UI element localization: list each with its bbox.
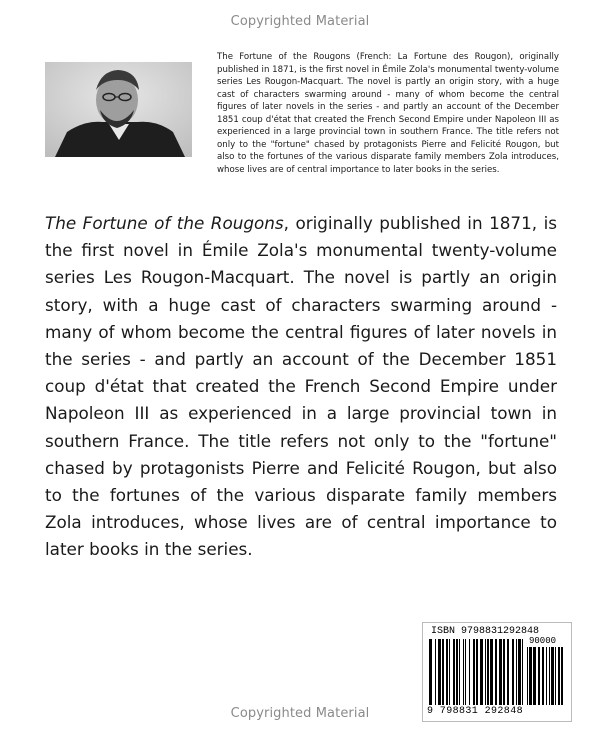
barcode-bar [558, 647, 560, 705]
barcode-bar [503, 639, 505, 705]
barcode-bar [507, 639, 509, 705]
barcode-bar [473, 639, 475, 705]
barcode-bar [485, 639, 486, 705]
barcode-bar [435, 639, 436, 705]
ean-digits: 9 798831 292848 [427, 706, 524, 717]
barcode-bar [463, 639, 464, 705]
barcode-bar [446, 639, 448, 705]
barcode-bar [476, 639, 478, 705]
author-portrait [45, 62, 192, 157]
barcode-bar [512, 639, 514, 705]
short-blurb: The Fortune of the Rougons (French: La Fortune des Rougon), originally published in 1871, is the first novel in Émile Zola's monumental twenty-volume series Les Rougon-Macquart. The novel is partly an origin story, with a huge cast of characters swarming around - many of whom become the central figures of later novels in the series - and partly an account of the December 1851 coup d'état that created the French Second Empire under Napoleon III as experienced in a large provincial town in southern France. The title refers not only to the "fortune" chased by protagonists Pierre and Felicité Rougon, but also to the fortunes of the various disparate family members Zola introduces, whose lives are of central importance to later books in the series. [217, 52, 559, 175]
copyright-watermark-bottom: Copyrighted Material [230, 706, 370, 721]
copyright-watermark-top: Copyrighted Material [230, 14, 370, 29]
barcode-bar [487, 639, 489, 705]
barcode-bar [527, 647, 528, 705]
barcode-bar [469, 639, 470, 705]
barcode-bar [529, 647, 532, 705]
barcode-bar [490, 639, 493, 705]
main-blurb [45, 210, 557, 564]
barcode-bar [453, 639, 455, 705]
barcode-bar [442, 639, 444, 705]
barcode-bar [459, 639, 460, 705]
isbn-label: ISBN 9798831292848 [431, 626, 540, 637]
price-code: 90000 [529, 636, 557, 646]
main-blurb-text: , originally published in 1871, is the first novel in Émile Zola's monumental twenty-volume series Les Rougon-Macquart. The novel is partly an origin story, with a huge cast of characters swarming around - many of whom become the central figures of later novels in the series - and partly an account of the December 1851 coup d'état that created the French Second Empire under Napoleon III as experienced in a large provincial town in southern France. The title refers not only to the "fortune" chased by protagonists Pierre and Felicité Rougon, but also to the fortunes of the various disparate family members Zola introduces, whose lives are of central importance to later books in the series. [45, 213, 557, 560]
barcode-bar [522, 639, 523, 705]
barcode-bar [551, 647, 554, 705]
barcode-bar [499, 639, 502, 705]
barcode-bar [542, 647, 544, 705]
barcode-bar [438, 639, 441, 705]
barcode-bar [480, 639, 483, 705]
barcode-bar [465, 639, 466, 705]
barcode-bar [495, 639, 497, 705]
barcode-bar [518, 639, 521, 705]
barcode-bar [429, 639, 432, 705]
barcode-bar [555, 647, 556, 705]
ean13-bars [429, 639, 524, 705]
barcode-bar [456, 639, 458, 705]
barcode-bar [533, 647, 536, 705]
addon-bars [527, 647, 563, 705]
barcode-bar [561, 647, 563, 705]
barcode-bar [546, 647, 547, 705]
barcode-bar [516, 639, 517, 705]
barcode-bar [538, 647, 540, 705]
barcode-bar [449, 639, 450, 705]
book-title: The Fortune of the Rougons [45, 213, 284, 233]
barcode-bar [549, 647, 550, 705]
